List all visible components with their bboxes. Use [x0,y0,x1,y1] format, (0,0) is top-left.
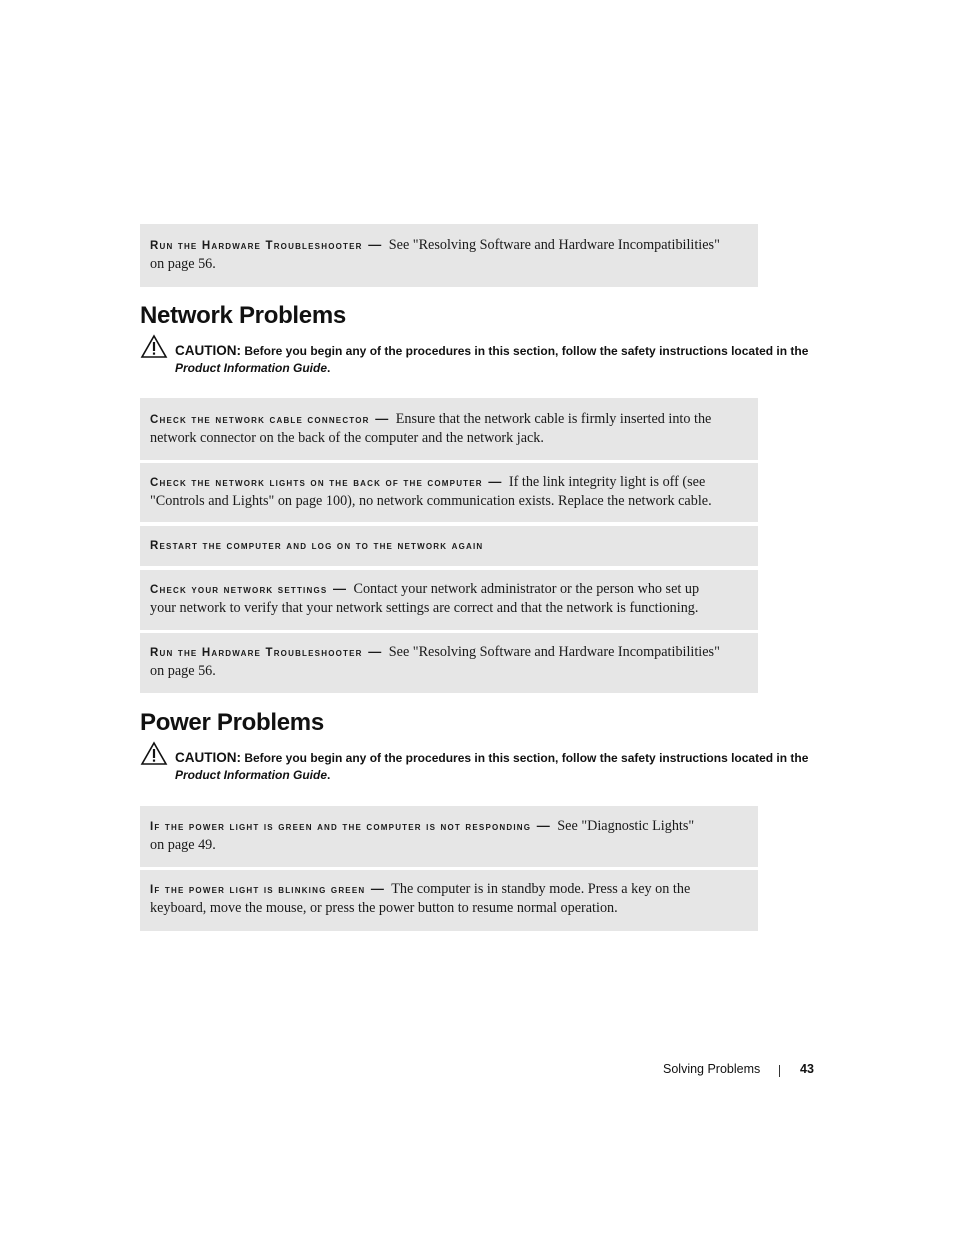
footer-separator [779,1065,780,1077]
caution-end: . [327,361,331,375]
caution-label: CAUTION: [175,343,241,358]
box-body-line1: Contact your network administrator or the person who set up [353,581,700,597]
box-body-line2: "Controls and Lights" on page 100), no network communication exists. Replace the network cable. [150,493,712,509]
box-lead: If the power light is green and the computer is not responding [150,821,532,833]
box-lead: Check your network settings [150,584,328,596]
lead-dash: — [375,411,389,426]
box-body-line2: keyboard, move the mouse, or press the power button to resume normal operation. [150,900,618,916]
power-caution [140,749,820,784]
top-troubleshooter-box [140,224,758,287]
network-item-lights [140,463,758,522]
box-lead: Check the network cable connector [150,414,370,426]
box-body-line2: your network to verify that your network settings are correct and that the network is functioning. [150,600,699,616]
caution-end: . [327,768,331,782]
box-body-line1: Ensure that the network cable is firmly inserted into the [395,411,712,427]
box-body-line1: The computer is in standby mode. Press a key on the [391,881,691,897]
page-number: 43 [800,1062,814,1076]
lead-dash: — [536,818,550,833]
box-lead: Run the Hardware Troubleshooter [150,647,363,659]
box-body-line1: See "Resolving Software and Hardware Incompatibilities" [388,644,720,660]
box-body-line2: network connector on the back of the computer and the network jack. [150,430,544,446]
box-lead: If the power light is blinking green [150,884,366,896]
lead-dash: — [488,474,502,489]
footer-section-title: Solving Problems [663,1062,761,1076]
box-lead: Check the network lights on the back of the computer [150,477,483,489]
network-item-troubleshooter [140,633,758,693]
caution-text: Before you begin any of the procedures in this section, follow the safety instructions located in the [241,751,809,765]
lead-dash: — [368,644,382,659]
network-problems-heading: Network Problems [140,302,346,329]
box-body-line2: on page 49. [150,837,216,853]
caution-label: CAUTION: [175,750,241,765]
lead-dash: — [332,581,346,596]
lead-dash: — [370,881,384,896]
network-item-restart [140,526,758,566]
box-body-line1: If the link integrity light is off (see [508,474,706,490]
caution-guide: Product Information Guide [175,361,327,375]
box-body-line1: See "Diagnostic Lights" [557,818,695,834]
network-item-cable-connector [140,398,758,460]
network-item-settings [140,570,758,630]
warning-triangle-icon [140,741,168,766]
power-item-green-not-responding [140,806,758,867]
box-body-line2: on page 56. [150,256,216,272]
box-lead: Restart the computer and log on to the network again [150,540,484,552]
network-caution [140,342,820,377]
box-lead: Run the Hardware Troubleshooter [150,240,363,252]
power-problems-heading: Power Problems [140,709,324,736]
warning-triangle-icon [140,334,168,359]
box-body-line2: on page 56. [150,663,216,679]
box-body-line1: See "Resolving Software and Hardware Incompatibilities" [388,237,720,253]
lead-dash: — [368,237,382,252]
power-item-blinking-green [140,870,758,931]
page-footer [620,1062,820,1082]
caution-text: Before you begin any of the procedures in this section, follow the safety instructions located in the [241,344,809,358]
caution-guide: Product Information Guide [175,768,327,782]
